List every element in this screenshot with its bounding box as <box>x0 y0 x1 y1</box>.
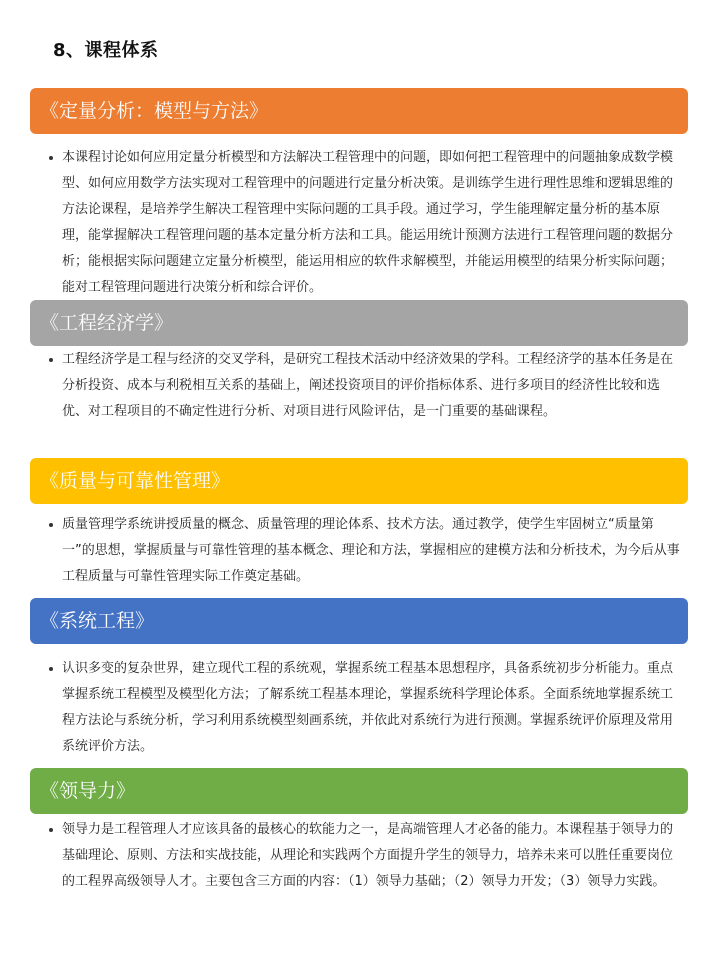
section-text: 认识多变的复杂世界，建立现代工程的系统观，掌握系统工程基本思想程序，具备系统初步分析能力。重点掌握系统工程模型及模型化方法；了解系统工程基本理论，掌握系统科学理论体系。全面系统地掌握系统工程方法论与系统分析，学习利用系统模型刻画系统，并依此对系统行为进行预测。掌握系统评价原理及常用系统评价方法。 <box>62 661 674 754</box>
bullet-icon <box>49 156 53 160</box>
bullet-item <box>48 347 684 425</box>
bullet-icon <box>49 828 53 832</box>
bullet-item <box>48 656 684 760</box>
section-body-systems-engineering <box>48 656 684 760</box>
bullet-icon <box>49 358 53 362</box>
section-body-quantitative-analysis <box>48 145 684 301</box>
section-text: 质量管理学系统讲授质量的概念、质量管理的理论体系、技术方法。通过教学，使学生牢固树立“质量第一”的思想，掌握质量与可靠性管理的基本概念、理论和方法，掌握相应的建模方法和分析技术，为今后从事工程质量与可靠性管理实际工作奠定基础。 <box>62 517 680 584</box>
section-body-quality-reliability <box>48 512 684 590</box>
bullet-item <box>48 145 684 301</box>
section-text: 本课程讨论如何应用定量分析模型和方法解决工程管理中的问题，即如何把工程管理中的问题抽象成数学模型、如何应用数学方法实现对工程管理中的问题进行定量分析决策。是训练学生进行理性思维和逻辑思维的方法论课程，是培养学生解决工程管理中实际问题的工具手段。通过学习，学生能理解定量分析的基本原理，能掌握解决工程管理问题的基本定量分析方法和工具。能运用统计预测方法进行工程管理问题的数据分析；能根据实际问题建立定量分析模型，能运用相应的软件求解模型，并能运用模型的结果分析实际问题；能对工程管理问题进行决策分析和综合评价。 <box>62 150 674 295</box>
bullet-icon <box>49 667 53 671</box>
bullet-icon <box>49 523 53 527</box>
section-body-engineering-economics <box>48 347 684 425</box>
section-text: 工程经济学是工程与经济的交叉学科，是研究工程技术活动中经济效果的学科。工程经济学的基本任务是在分析投资、成本与利税相互关系的基础上，阐述投资项目的评价指标体系、进行多项目的经济性比较和选优、对工程项目的不确定性进行分析、对项目进行风险评估，是一门重要的基础课程。 <box>62 352 674 419</box>
section-body-leadership <box>48 817 684 895</box>
section-header-quantitative-analysis: 《定量分析：模型与方法》 <box>30 88 688 134</box>
page-title: 8、课程体系 <box>53 40 159 61</box>
section-header-systems-engineering: 《系统工程》 <box>30 598 688 644</box>
section-header-engineering-economics: 《工程经济学》 <box>30 300 688 346</box>
bullet-item <box>48 817 684 895</box>
section-text: 领导力是工程管理人才应该具备的最核心的软能力之一，是高端管理人才必备的能力。本课程基于领导力的基础理论、原则、方法和实战技能，从理论和实践两个方面提升学生的领导力，培养未来可以胜任重要岗位的工程界高级领导人才。主要包含三方面的内容：（1）领导力基础；（2）领导力开发；（3）领导力实践。 <box>62 822 674 889</box>
bullet-item <box>48 512 684 590</box>
section-header-quality-reliability: 《质量与可靠性管理》 <box>30 458 688 504</box>
section-header-leadership: 《领导力》 <box>30 768 688 814</box>
